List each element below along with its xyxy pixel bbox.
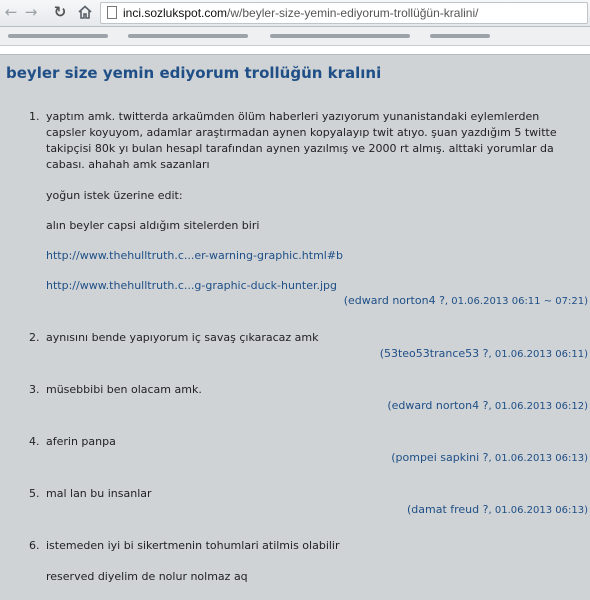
entry-date: , 01.06.2013 06:11) [488, 349, 588, 360]
entry-text: yoğun istek üzerine edit: [46, 189, 183, 202]
entry-text: yaptım amk. twitterda arkaümden ölüm haberleri yazıyorum yunanistandaki eylemlerden capsler koyuyom, adamlar araştırmadan aynen kopyalayıp twit atıyo. şuan yazdığım 5 twitte takipçisi 80k yı bulan hesapl tarafından aynen yazılmış ve 2000 rt almış. alttaki yorumlar da cabası. ahahah amk sazanları [46, 110, 557, 171]
entry-text: müsebbibi ben olacam amk. [46, 383, 202, 396]
entry-number: 4. [29, 435, 40, 448]
entry-number: 1. [29, 110, 40, 123]
entry-text: mal lan bu insanlar [46, 487, 152, 500]
entry-number: 2. [29, 331, 40, 344]
page-icon [107, 6, 117, 19]
entry-signature [344, 293, 588, 310]
entry-text: reserved diyelim de nolur nolmaz aq [46, 570, 248, 583]
entry-signature [407, 502, 588, 519]
entry-author[interactable]: (pompei sapkini ? [391, 451, 489, 464]
entry-text: alın beyler capsi aldığım sitelerden biri [46, 219, 260, 232]
entry-text: istemeden iyi bi sikertmenin tohumlari atilmis olabilir [46, 539, 340, 552]
entry-date: , 01.06.2013 06:12) [488, 401, 588, 412]
entry-signature [380, 346, 588, 363]
blurred-bookmark [270, 34, 410, 38]
blurred-bookmark [430, 34, 490, 38]
entry-date: , 01.06.2013 06:13) [488, 453, 588, 464]
entry-link-paragraph [46, 248, 566, 264]
entry-signature [387, 398, 588, 415]
entry-number: 6. [29, 539, 40, 552]
url-path: /w/beyler-size-yemin-ediyorum-trollüğün-kralini/ [227, 6, 479, 20]
home-icon[interactable] [76, 3, 94, 21]
blurred-bookmark [128, 34, 248, 38]
entry-author[interactable]: (damat freud ? [406, 503, 489, 516]
blurred-bookmark [8, 34, 108, 38]
entry-link[interactable]: http://www.thehulltruth.c...er-warning-graphic.html#b [46, 249, 344, 262]
reload-icon[interactable]: ↻ [53, 3, 67, 21]
url-text[interactable] [123, 5, 478, 21]
forward-arrow-icon[interactable]: → [24, 3, 38, 21]
entry-number: 5. [29, 487, 40, 500]
entry-text: aynısını bende yapıyorum iç savaş çıkaracaz amk [46, 331, 319, 344]
entry-author[interactable]: (53teo53trance53 ? [379, 347, 489, 360]
entry-text: aferin panpa [46, 435, 116, 448]
page-title: beyler size yemin ediyorum trollüğün kralıni [6, 64, 382, 82]
entry-date: , 01.06.2013 06:13) [488, 505, 588, 516]
back-arrow-icon[interactable]: ← [4, 3, 18, 21]
entry-date: , 01.06.2013 06:11 ~ 07:21) [444, 296, 588, 307]
entry-number: 3. [29, 383, 40, 396]
entry-signature [391, 450, 588, 467]
browser-toolbar [0, 0, 590, 27]
url-host: inci.sozlukspot.com [123, 6, 228, 20]
entry-link-paragraph [46, 278, 566, 294]
address-bar[interactable] [100, 2, 588, 24]
bookmarks-bar [0, 27, 590, 46]
entry-author[interactable]: (edward norton4 ? [343, 294, 445, 307]
entry-author[interactable]: (edward norton4 ? [387, 399, 489, 412]
header-strip [0, 46, 590, 54]
entry-link[interactable]: http://www.thehulltruth.c...g-graphic-duck-hunter.jpg [46, 279, 338, 292]
divider [0, 54, 590, 55]
